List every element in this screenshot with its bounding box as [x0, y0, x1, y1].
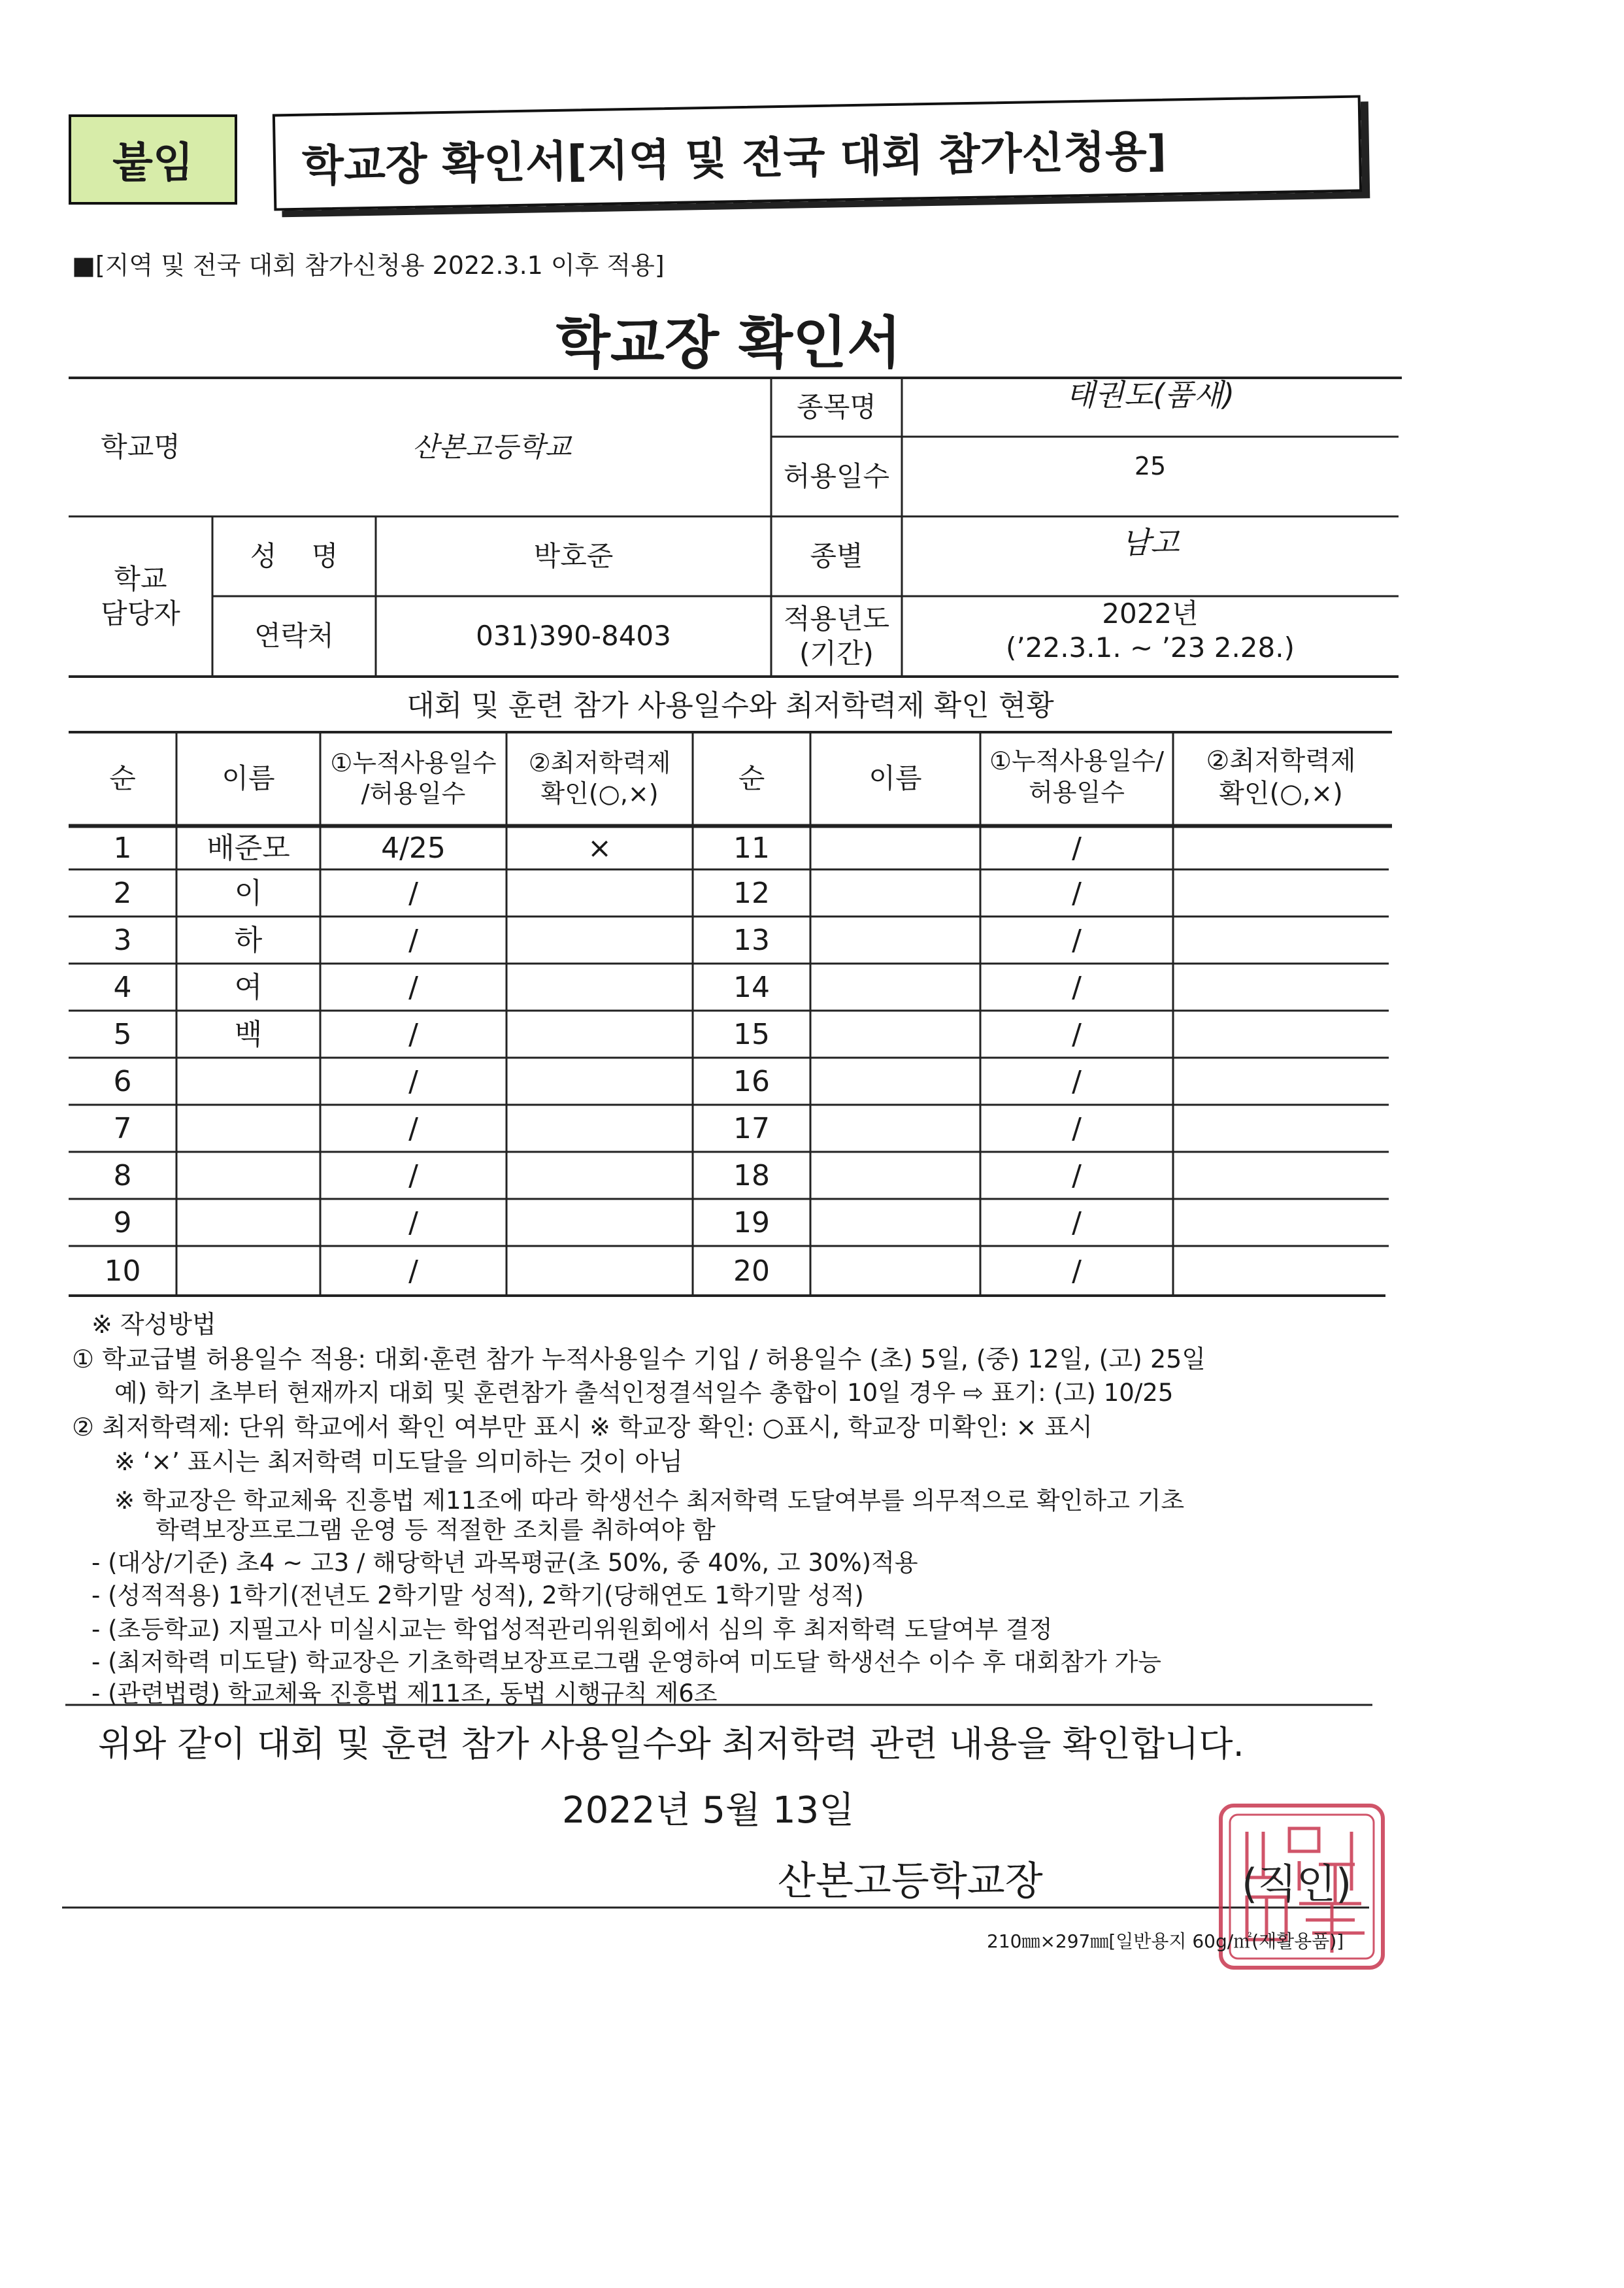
row-days-right: / — [1072, 1017, 1082, 1051]
school-name-label: 학교명 — [101, 430, 180, 463]
note-unmet: - (최저학력 미도달) 학교장은 기초학력보장프로그램 운영하여 미도달 학생선수 이수 후 대회참가 가능 — [91, 1648, 1162, 1676]
manager-label-line-1: 학교 — [114, 563, 167, 595]
row-min-academic-right — [1173, 917, 1389, 964]
row-days-right: / — [1072, 923, 1082, 957]
row-name: 하 — [234, 923, 263, 957]
sport-label: 종목명 — [797, 390, 876, 423]
row-days-right: / — [1072, 1064, 1082, 1098]
header-min-academic-right-line-2: 확인(○,×) — [1219, 778, 1343, 809]
contact-label: 연락처 — [254, 620, 334, 652]
row-days-right: / — [1072, 1158, 1082, 1192]
row-no-right: 11 — [733, 832, 770, 865]
status-table-caption: 대회 및 훈련 참가 사용일수와 최저학력제 확인 현황 — [406, 688, 1054, 722]
issue-date: 2022년 5월 13일 — [562, 1789, 855, 1832]
row-name-right — [810, 964, 980, 1011]
period-year: 2022년 — [1102, 597, 1199, 630]
row-name-right — [810, 1105, 980, 1152]
row-name-right — [810, 1011, 980, 1058]
row-days: / — [408, 1017, 418, 1051]
allowed-days-value: 25 — [1134, 452, 1167, 481]
header-min-academic-right-line-1: ②최저학력제 — [1206, 745, 1356, 776]
row-days: 4/25 — [381, 832, 446, 865]
row-days: / — [408, 923, 418, 957]
note-grades: - (성적적용) 1학기(전년도 2학기말 성적), 2학기(당해연도 1학기말 성적) — [91, 1581, 864, 1609]
row-no-right: 16 — [733, 1064, 770, 1098]
row-min-academic-right — [1173, 964, 1389, 1011]
contact-value: 031)390-8403 — [476, 620, 671, 652]
allowed-days-label: 허용일수 — [783, 460, 890, 492]
row-min-academic-right — [1173, 827, 1389, 869]
row-days: / — [408, 1205, 418, 1239]
row-min-academic-right — [1173, 1152, 1389, 1199]
row-no: 10 — [104, 1254, 141, 1288]
row-min-academic — [506, 1058, 693, 1105]
note-elementary: - (초등학교) 지필고사 미실시교는 학업성적관리위원회에서 심의 후 최저학력 도달여부 결정 — [91, 1615, 1053, 1643]
row-no: 9 — [113, 1205, 132, 1239]
header-name: 이름 — [222, 762, 275, 794]
row-name — [176, 1058, 320, 1105]
row-name-right — [810, 1246, 980, 1296]
period-range: (’22.3.1. ~ ’23 2.28.) — [1006, 631, 1295, 664]
header-cumulative-days-right-line-1: ①누적사용일수/ — [989, 747, 1165, 775]
row-min-academic — [506, 1152, 693, 1199]
row-no-right: 19 — [733, 1205, 770, 1239]
row-min-academic-right — [1173, 1105, 1389, 1152]
paper-spec-note: 210㎜×297㎜[일반용지 60g/㎡(재활용품)] — [987, 1930, 1344, 1952]
header-no: 순 — [109, 762, 136, 794]
row-name — [176, 1152, 320, 1199]
row-name-right — [810, 1199, 980, 1246]
row-name: 백 — [234, 1017, 263, 1051]
row-days-right: / — [1072, 970, 1082, 1004]
row-min-academic-right — [1173, 1246, 1389, 1296]
note-2-duty: ※ 학교장은 학교체육 진흥법 제11조에 따라 학생선수 최저학력 도달여부를 의무적으로 확인하고 기초 — [114, 1487, 1185, 1515]
row-min-academic — [506, 964, 693, 1011]
row-min-academic — [506, 917, 693, 964]
row-days: / — [408, 1254, 418, 1288]
note-2-duty-cont: 학력보장프로그램 운영 등 적절한 조치를 취하여야 함 — [156, 1516, 716, 1544]
row-name-right — [810, 869, 980, 917]
header-name-right: 이름 — [869, 762, 922, 794]
row-name — [176, 1246, 320, 1296]
name-label: 성 명 — [250, 539, 339, 572]
row-min-academic — [506, 869, 693, 917]
row-no-right: 15 — [733, 1017, 770, 1051]
seal-label: (직인) — [1242, 1860, 1352, 1908]
row-days-right: / — [1072, 1111, 1082, 1145]
row-min-academic — [506, 1011, 693, 1058]
row-no-right: 14 — [733, 970, 770, 1004]
row-days-right: / — [1072, 1254, 1082, 1288]
note-2: ② 최저학력제: 단위 학교에서 확인 여부만 표시 ※ 학교장 확인: ○표시, 학교장 미확인: × 표시 — [72, 1413, 1093, 1441]
manager-label-line-2: 담당자 — [101, 597, 180, 630]
row-min-academic-right — [1173, 869, 1389, 917]
row-days: / — [408, 1111, 418, 1145]
header-cumulative-days-right-line-2: 허용일수 — [1029, 777, 1125, 807]
row-days: / — [408, 876, 418, 910]
row-min-academic: × — [588, 832, 612, 865]
note-laws: - (관련법령) 학교체육 진흥법 제11조, 동법 시행규칙 제6조 — [91, 1679, 718, 1708]
application-note: ■[지역 및 전국 대회 참가신청용 2022.3.1 이후 적용] — [72, 251, 665, 280]
row-name — [176, 1199, 320, 1246]
row-days-right: / — [1072, 1205, 1082, 1239]
row-name: 배준모 — [207, 832, 290, 865]
notes-heading: ※ 작성방법 — [91, 1310, 216, 1339]
row-name: 이 — [234, 876, 263, 910]
row-no: 6 — [113, 1064, 132, 1098]
row-days-right: / — [1072, 876, 1082, 910]
category-label: 종별 — [810, 539, 863, 572]
category-value: 남고 — [1121, 525, 1180, 561]
header-min-academic-line-2: 확인(○,×) — [540, 779, 659, 808]
row-no: 2 — [113, 876, 132, 910]
row-no-right: 20 — [733, 1254, 770, 1288]
row-name-right — [810, 1152, 980, 1199]
row-min-academic — [506, 1246, 693, 1296]
row-no-right: 18 — [733, 1158, 770, 1192]
row-days: / — [408, 970, 418, 1004]
attachment-badge: 붙임 — [69, 114, 237, 205]
row-name-right — [810, 917, 980, 964]
note-2-remark: ※ ‘×’ 표시는 최저학력 미도달을 의미하는 것이 아님 — [114, 1447, 683, 1476]
row-no-right: 13 — [733, 923, 770, 957]
note-target: - (대상/기준) 초4 ~ 고3 / 해당학년 과목평균(초 50%, 중 40%, 고 30%)적용 — [91, 1549, 918, 1577]
document-title: 학교장 확인서[지역 및 전국 대회 참가신청용] — [301, 126, 1167, 192]
row-no: 1 — [113, 832, 132, 865]
header-cumulative-days-line-2: /허용일수 — [361, 779, 466, 808]
period-label-line-2: (기간) — [799, 637, 874, 669]
row-name-right — [810, 827, 980, 869]
name-value: 박호준 — [533, 539, 614, 572]
row-no-right: 17 — [733, 1111, 770, 1145]
header-min-academic-line-1: ②최저학력제 — [528, 748, 671, 777]
row-name: 여 — [234, 970, 263, 1004]
sport-value: 태권도(품새) — [1065, 377, 1235, 413]
period-label-line-1: 적용년도 — [783, 603, 890, 635]
row-days-right: / — [1072, 832, 1082, 865]
row-no: 8 — [113, 1158, 132, 1192]
main-title: 학교장 확인서 — [555, 311, 902, 376]
row-min-academic-right — [1173, 1058, 1389, 1105]
row-name — [176, 1105, 320, 1152]
row-no: 4 — [113, 970, 132, 1004]
row-min-academic — [506, 1105, 693, 1152]
school-name-value: 산본고등학교 — [412, 430, 572, 463]
row-no: 5 — [113, 1017, 132, 1051]
row-no: 7 — [113, 1111, 132, 1145]
note-1-example: 예) 학기 초부터 현재까지 대회 및 훈련참가 출석인정결석일수 총합이 10일 경우 ⇨ 표기: (고) 10/25 — [114, 1379, 1174, 1407]
row-min-academic — [506, 1199, 693, 1246]
row-min-academic-right — [1173, 1199, 1389, 1246]
row-no: 3 — [113, 923, 132, 957]
row-no-right: 12 — [733, 876, 770, 910]
note-1: ① 학교급별 허용일수 적용: 대회·훈련 참가 누적사용일수 기입 / 허용일수 (초) 5일, (중) 12일, (고) 25일 — [72, 1345, 1206, 1373]
row-min-academic-right — [1173, 1011, 1389, 1058]
confirmation-statement: 위와 같이 대회 및 훈련 참가 사용일수와 최저학력 관련 내용을 확인합니다. — [98, 1723, 1244, 1764]
header-no-right: 순 — [738, 762, 765, 794]
principal-title: 산본고등학교장 — [778, 1859, 1043, 1904]
row-name-right — [810, 1058, 980, 1105]
row-days: / — [408, 1158, 418, 1192]
row-days: / — [408, 1064, 418, 1098]
header-cumulative-days-line-1: ①누적사용일수 — [330, 748, 497, 777]
